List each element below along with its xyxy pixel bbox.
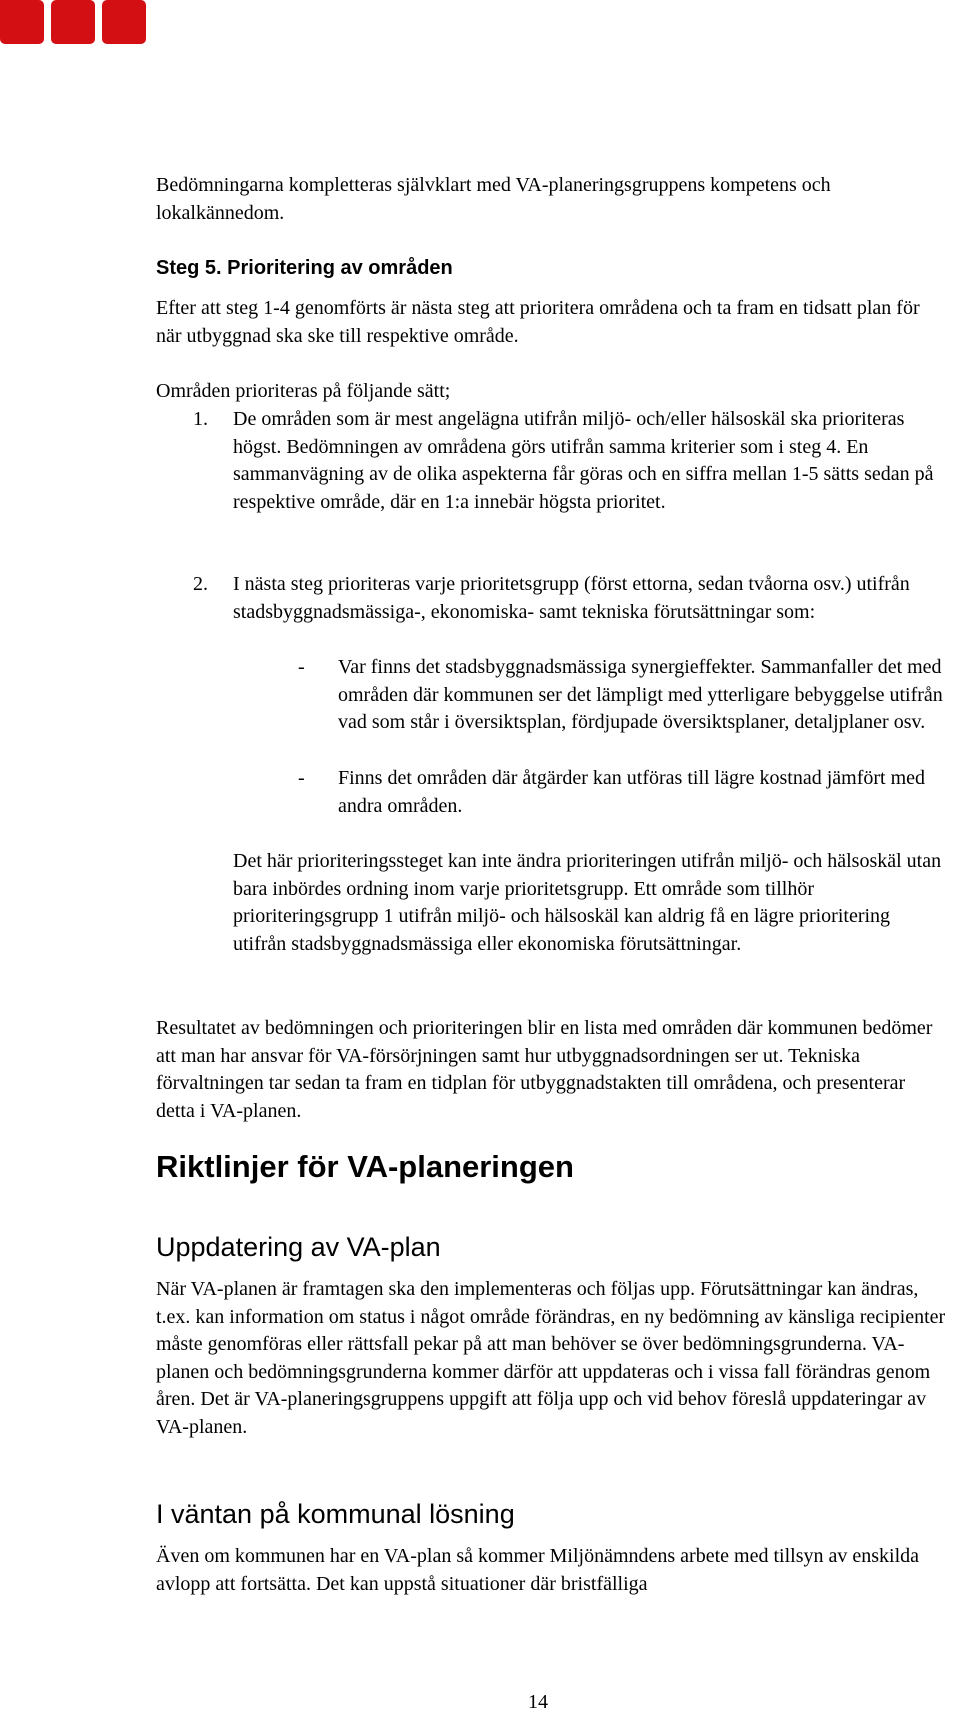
bullet-dash: - [298,767,305,789]
item-text: De områden som är mest angelägna utifrån miljö- och/eller hälsoskäl ska prioriteras högst. Bedömningen av områdena görs utifrån samma kriterier som i steg 4. En sammanvägning av de olika aspekterna får göras och en siffra mellan 1-5 sätts sedan på respektive område, där en 1:a innebär högsta prioritet. [233,408,934,513]
result-paragraph: Resultatet av bedömningen och prioriteringen blir en lista med områden där kommunen bedömer att man har ansvar för VA-försörjningen samt hur utbyggnadsordningen ser ut. Tekniska förvaltningen tar sedan ta fram en tidplan för utbyggnadstakten till områdena, och presenterar detta i VA-planen. [156,1017,933,1122]
page-number: 14 [528,1691,548,1713]
item-number: 2. [193,573,208,595]
bullet-text: Var finns det stadsbyggnadsmässiga synergieffekter. Sammanfaller det med områden där kommunen ser det lämpligt med ytterligare bebyggelse utifrån vad som står i översiktsplan, fördjupade översiktsplaner, detaljplaner osv. [338,656,943,733]
priority-item-2 [193,571,946,626]
priority-item-1 [193,406,946,516]
bullet-text: Finns det områden där åtgärder kan utföras till lägre kostnad jämfört med andra områden. [338,767,926,817]
section-heading: Riktlinjer för VA-planeringen [156,1149,574,1184]
item-text: I nästa steg prioriteras varje prioritetsgrupp (först ettorna, sedan tvåorna osv.) utifrån stadsbyggnadsmässiga-, ekonomiska- samt tekniska förutsättningar som: [233,573,910,623]
bullet-item [298,765,946,820]
step-heading: Steg 5. Prioritering av områden [156,257,453,279]
intro-paragraph: Bedömningarna kompletteras självklart med VA-planeringsgruppens kompetens och lokalkännedom. [156,174,831,224]
bullet-dash: - [298,656,305,678]
priority-lead: Områden prioriteras på följande sätt; [156,380,451,402]
vantan-paragraph: Även om kommunen har en VA-plan så kommer Miljönämndens arbete med tillsyn av enskilda avlopp att fortsätta. Det kan uppstå situationer där bristfälliga [156,1545,919,1595]
subsection-heading: I väntan på kommunal lösning [156,1499,515,1529]
logo-block [51,0,95,44]
uppdatering-paragraph: När VA-planen är framtagen ska den implementeras och följas upp. Förutsättningar kan ändras, t.ex. kan information om status i något område förändras, en ny bedömning av känsliga recipienter måste genomföras eller rättsfall pekar på att man behöver se över bedömningsgrunderna. VA-planen och bedömningsgrunderna kommer därför att uppdateras och i vissa fall förändras genom åren. Det är VA-planeringsgruppens uppgift att följa upp och vid behov föreslå uppdateringar av VA-planen. [156,1278,946,1438]
subsection-heading: Uppdatering av VA-plan [156,1232,441,1262]
logo-block [102,0,146,44]
bullet-item [298,654,946,737]
item-number: 1. [193,408,208,430]
step-paragraph: Efter att steg 1-4 genomförts är nästa steg att prioritera områdena och ta fram en tidsatt plan för när utbyggnad ska ske till respektive område. [156,297,920,347]
priority-note: Det här prioriteringssteget kan inte ändra prioriteringen utifrån miljö- och hälsoskäl utan bara inbördes ordning inom varje prioritetsgrupp. Ett område som tillhör prioriteringsgrupp 1 utifrån miljö- och hälsoskäl kan aldrig få en lägre prioritering utifrån stadsbyggnadsmässiga eller ekonomiska förutsättningar. [233,850,942,955]
logo-block [0,0,44,44]
red-blocks-logo [0,0,153,46]
